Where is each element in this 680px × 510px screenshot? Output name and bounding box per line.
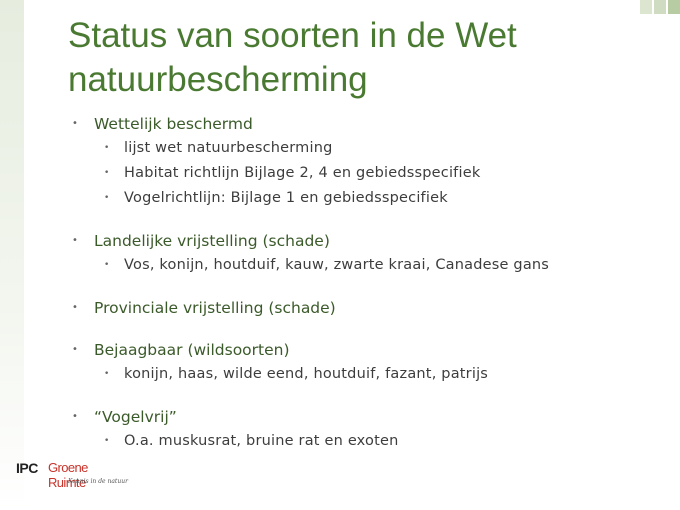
list-item-text: lijst wet natuurbescherming [124,140,333,156]
list-item [104,429,662,454]
bullet-icon: • [104,369,110,379]
bullet-icon: • [104,193,110,203]
bullet-icon: • [72,235,78,246]
section-heading-text: Wettelijk beschermd [94,115,253,133]
list-item-text: Vos, konijn, houtduif, kauw, zwarte kraai, Canadese gans [124,257,550,273]
bullet-icon: • [72,344,78,355]
section-heading [72,229,662,253]
decorative-square [640,0,652,14]
section-heading [72,338,662,362]
list-item [104,186,662,211]
logo-ipc-text: IPC [16,460,38,476]
list-item-text: konijn, haas, wilde eend, houtduif, fazant, patrijs [124,366,489,382]
bullet-icon: • [104,260,110,270]
section-bejaagbaar [72,338,662,387]
section-heading [72,296,662,320]
section-wettelijk-beschermd [72,112,662,211]
bullet-icon: • [72,118,78,129]
bullet-icon: • [104,168,110,178]
logo-name-text: Groene Ruimte [48,460,88,490]
section-vogelvrij [72,405,662,454]
section-heading [72,112,662,136]
section-heading-text: Landelijke vrijstelling (schade) [94,232,330,250]
bullet-icon: • [104,143,110,153]
decorative-sidebar [0,0,24,510]
section-landelijke-vrijstelling [72,229,662,278]
list-item-text: Habitat richtlijn Bijlage 2, 4 en gebiedsspecifiek [124,165,481,181]
slide-content [72,112,662,472]
decorative-square [668,0,680,14]
section-heading-text: “Vogelvrij” [94,408,177,426]
bullet-icon: • [72,411,78,422]
list-item [104,253,662,278]
section-heading-text: Provinciale vrijstelling (schade) [94,299,336,317]
list-item-text: O.a. muskusrat, bruine rat en exoten [124,433,399,449]
logo-tagline: Kennis in de natuur [68,478,128,485]
bullet-icon: • [72,302,78,313]
decorative-square [654,0,666,14]
list-item-text: Vogelrichtlijn: Bijlage 1 en gebiedsspecifiek [124,190,448,206]
slide-title: Status van soorten in de Wet natuurbescherming [68,16,517,99]
section-heading [72,405,662,429]
section-provinciale-vrijstelling [72,296,662,320]
list-item [104,362,662,387]
bullet-icon: • [104,436,110,446]
ipc-groene-ruimte-logo [16,460,128,494]
list-item [104,136,662,161]
list-item [104,161,662,186]
section-heading-text: Bejaagbaar (wildsoorten) [94,341,290,359]
